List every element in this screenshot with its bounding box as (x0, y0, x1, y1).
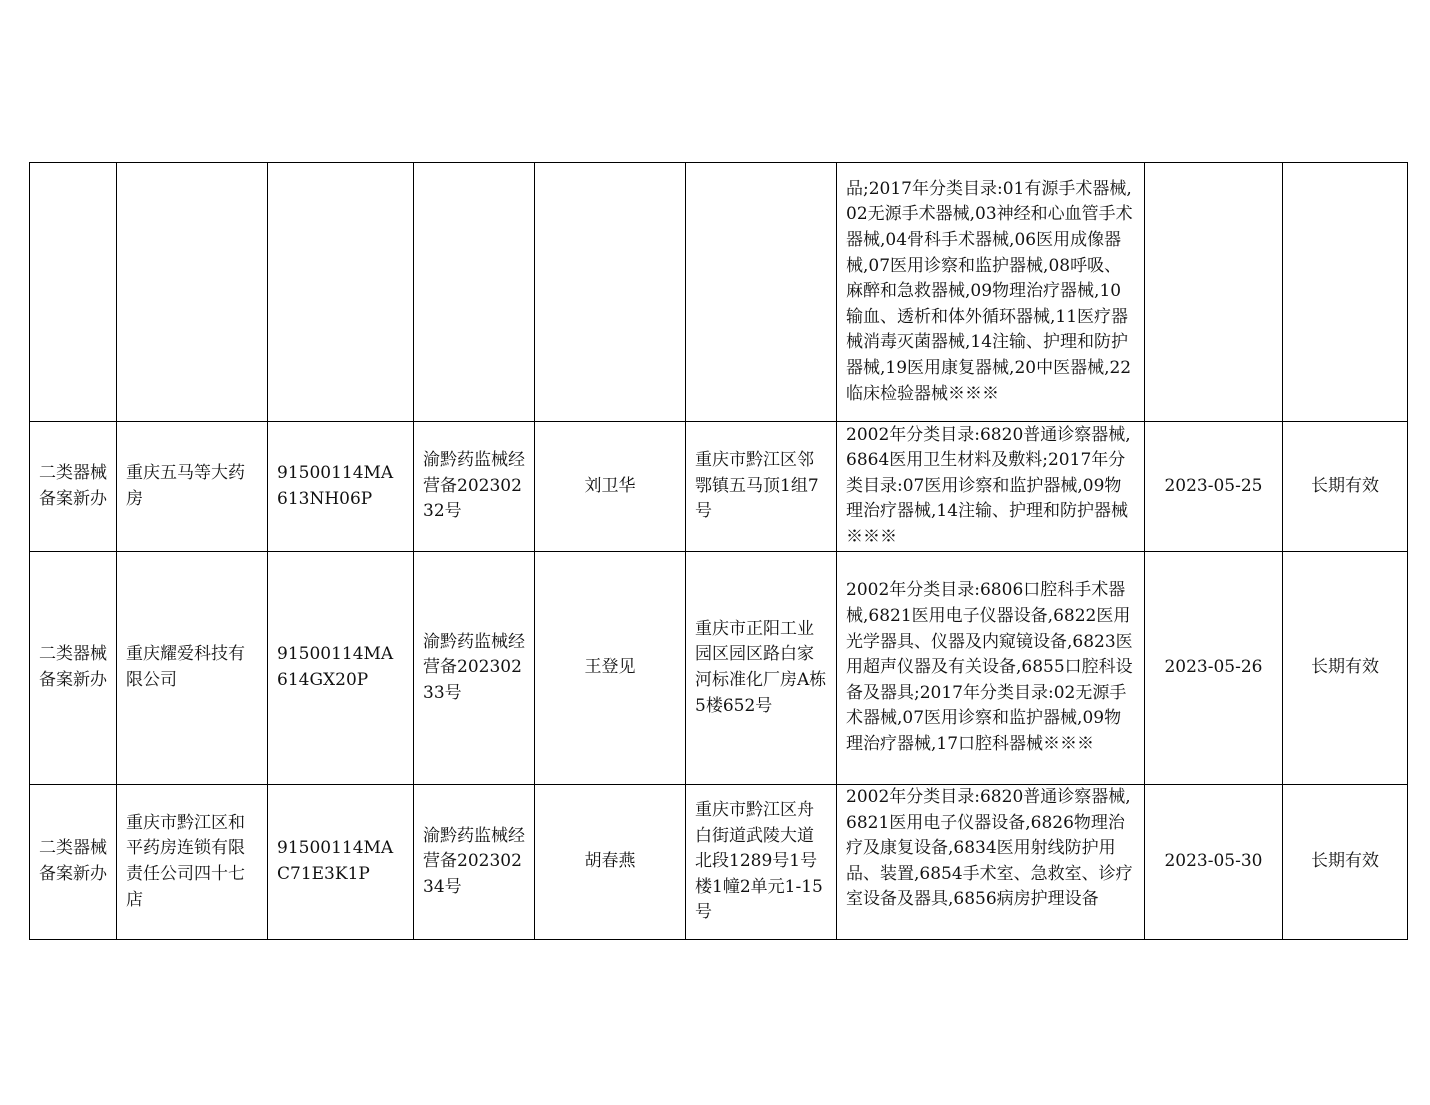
address-cell: 重庆市黔江区舟白街道武陵大道北段1289号1号楼1幢2单元1-15号 (686, 785, 837, 940)
business-scope-cell: 品;2017年分类目录:01有源手术器械,02无源手术器械,03神经和心血管手术器械,04骨科手术器械,06医用成像器械,07医用诊察和监护器械,08呼吸、麻醉和急救器械,09物理治疗器械,10输血、透析和体外循环器械,11医疗器械消毒灭菌器械,14注输、护理和防护器械,19医用康复器械,20中医器械,22临床检验器械※※※ (837, 163, 1145, 422)
credit-code-cell (268, 163, 414, 422)
business-scope-cell (837, 785, 1145, 940)
business-scope-cell: 2002年分类目录:6806口腔科手术器械,6821医用电子仪器设备,6822医用光学器具、仪器及内窥镜设备,6823医用超声仪器及有关设备,6855口腔科设备及器具;2017年分类目录:02无源手术器械,07医用诊察和监护器械,09物理治疗器械,17口腔科器械※※※ (837, 552, 1145, 785)
address-cell: 重庆市正阳工业园区园区路白家河标准化厂房A栋5楼652号 (686, 552, 837, 785)
record-number-cell: 渝黔药监械经营备20230233号 (414, 552, 535, 785)
validity-cell (1283, 163, 1408, 422)
validity-cell: 长期有效 (1283, 422, 1408, 552)
date-cell: 2023-05-25 (1145, 422, 1283, 552)
table-row (30, 552, 1408, 785)
validity-cell: 长期有效 (1283, 552, 1408, 785)
person-cell: 胡春燕 (535, 785, 686, 940)
date-cell: 2023-05-30 (1145, 785, 1283, 940)
record-number-cell (414, 163, 535, 422)
table-row (30, 785, 1408, 940)
validity-cell: 长期有效 (1283, 785, 1408, 940)
category-cell: 二类器械备案新办 (30, 422, 117, 552)
record-number-cell: 渝黔药监械经营备20230234号 (414, 785, 535, 940)
address-cell (686, 163, 837, 422)
category-cell (30, 163, 117, 422)
person-cell: 刘卫华 (535, 422, 686, 552)
business-scope-cell: 2002年分类目录:6820普通诊察器械,6864医用卫生材料及敷料;2017年分类目录:07医用诊察和监护器械,09物理治疗器械,14注输、护理和防护器械※※※ (837, 422, 1145, 552)
credit-code-cell: 91500114MA613NH06P (268, 422, 414, 552)
credit-code-cell: 91500114MAC71E3K1P (268, 785, 414, 940)
date-cell (1145, 163, 1283, 422)
date-cell: 2023-05-26 (1145, 552, 1283, 785)
business-scope-text: 2002年分类目录:6820普通诊察器械,6821医用电子仪器设备,6826物理治疗及康复设备,6834医用射线防护用品、装置,6854手术室、急救室、诊疗室设备及器具,6856病房护理设备 (846, 787, 1133, 910)
company-cell: 重庆五马等大药房 (117, 422, 268, 552)
category-cell: 二类器械备案新办 (30, 785, 117, 940)
address-cell: 重庆市黔江区邻鄂镇五马顶1组7号 (686, 422, 837, 552)
table-row (30, 163, 1408, 422)
table-row (30, 422, 1408, 552)
medical-device-record-table (29, 162, 1408, 940)
category-cell: 二类器械备案新办 (30, 552, 117, 785)
person-cell (535, 163, 686, 422)
person-cell: 王登见 (535, 552, 686, 785)
record-number-cell: 渝黔药监械经营备20230232号 (414, 422, 535, 552)
company-cell: 重庆市黔江区和平药房连锁有限责任公司四十七店 (117, 785, 268, 940)
company-cell: 重庆耀爱科技有限公司 (117, 552, 268, 785)
credit-code-cell: 91500114MA614GX20P (268, 552, 414, 785)
company-cell (117, 163, 268, 422)
